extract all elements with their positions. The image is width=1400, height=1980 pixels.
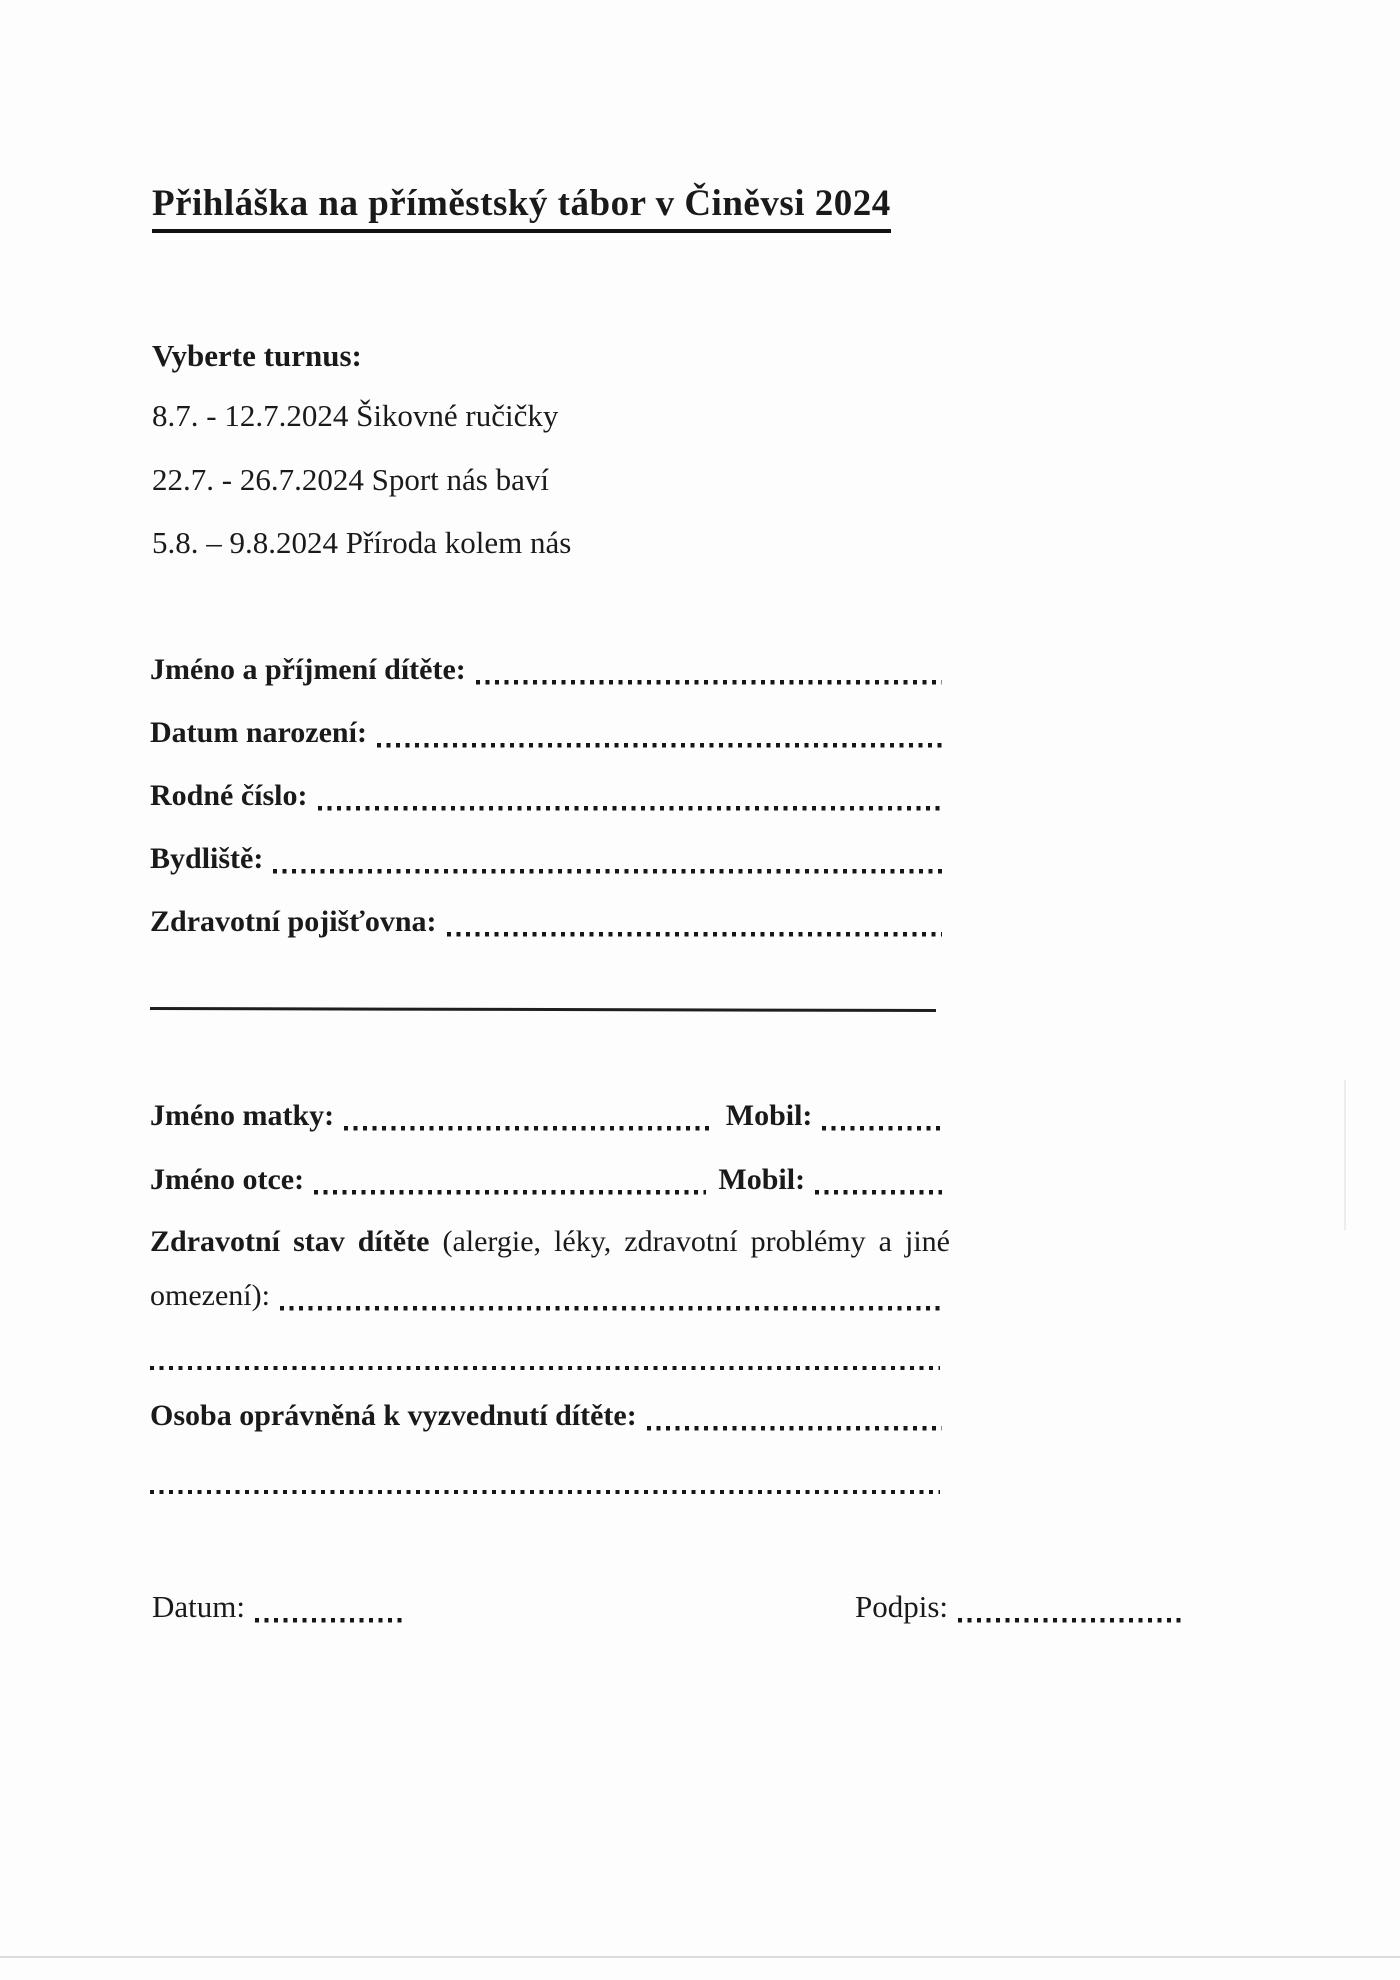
scan-edge-line xyxy=(0,1956,1400,1958)
section-divider xyxy=(150,1007,936,1012)
health-status-label: Zdravotní stav dítěte xyxy=(150,1225,430,1258)
dotted-leader xyxy=(958,1586,1186,1630)
dotted-leader xyxy=(344,1096,714,1138)
mobile-label: Mobil: xyxy=(718,1163,806,1196)
father-name-label: Jméno otce: xyxy=(150,1163,305,1196)
address-label: Bydliště: xyxy=(150,842,264,875)
field-row-insurance xyxy=(150,902,942,944)
mother-name-label: Jméno matky: xyxy=(150,1099,335,1132)
field-row-health-continuation xyxy=(150,1276,942,1318)
dotted-leader xyxy=(822,1096,942,1138)
mobile-label: Mobil: xyxy=(725,1099,813,1132)
field-row-address xyxy=(150,839,942,881)
dotted-line xyxy=(150,1482,940,1494)
dotted-leader xyxy=(647,1396,942,1438)
field-row-mother xyxy=(150,1096,942,1138)
field-row-pickup xyxy=(150,1396,942,1438)
date-group xyxy=(152,1586,407,1630)
form-title: Přihláška na příměstský tábor v Činěvsi 2024 xyxy=(152,182,891,233)
field-row-birth-date xyxy=(150,713,942,755)
dotted-leader xyxy=(447,902,942,944)
dotted-leader xyxy=(815,1160,942,1202)
field-row-father xyxy=(150,1160,942,1202)
dotted-leader xyxy=(280,1276,942,1318)
turnus-option-1: 8.7. - 12.7.2024 Šikovné ručičky xyxy=(152,398,559,433)
dotted-leader xyxy=(255,1586,407,1630)
turnus-option-3: 5.8. – 9.8.2024 Příroda kolem nás xyxy=(152,525,572,560)
dotted-leader xyxy=(476,650,942,692)
turnus-option-2: 22.7. - 26.7.2024 Sport nás baví xyxy=(152,462,549,497)
dotted-leader xyxy=(273,839,942,881)
dotted-line xyxy=(150,1358,940,1370)
birth-number-label: Rodné číslo: xyxy=(150,779,308,812)
field-row-child-name xyxy=(150,650,942,692)
dotted-leader xyxy=(314,1160,706,1202)
field-row-birth-number xyxy=(150,776,942,818)
health-status-text xyxy=(150,1222,950,1262)
turnus-heading: Vyberte turnus: xyxy=(152,338,362,373)
dotted-leader xyxy=(318,776,943,818)
health-status-detail: (alergie, léky, zdravotní problémy a jiné xyxy=(442,1225,950,1258)
insurance-label: Zdravotní pojišťovna: xyxy=(150,905,437,938)
signature-label: Podpis: xyxy=(854,1589,948,1624)
date-label: Datum: xyxy=(152,1589,245,1624)
footer-row xyxy=(152,1586,1186,1630)
dotted-leader xyxy=(377,713,942,755)
child-name-label: Jméno a příjmení dítěte: xyxy=(150,653,466,686)
health-line2-label: omezení): xyxy=(150,1279,270,1312)
signature-group xyxy=(855,1586,1186,1630)
pickup-label: Osoba oprávněná k vyzvednutí dítěte: xyxy=(150,1399,637,1432)
scan-crease-line xyxy=(1344,1080,1346,1230)
birth-date-label: Datum narození: xyxy=(150,716,367,749)
